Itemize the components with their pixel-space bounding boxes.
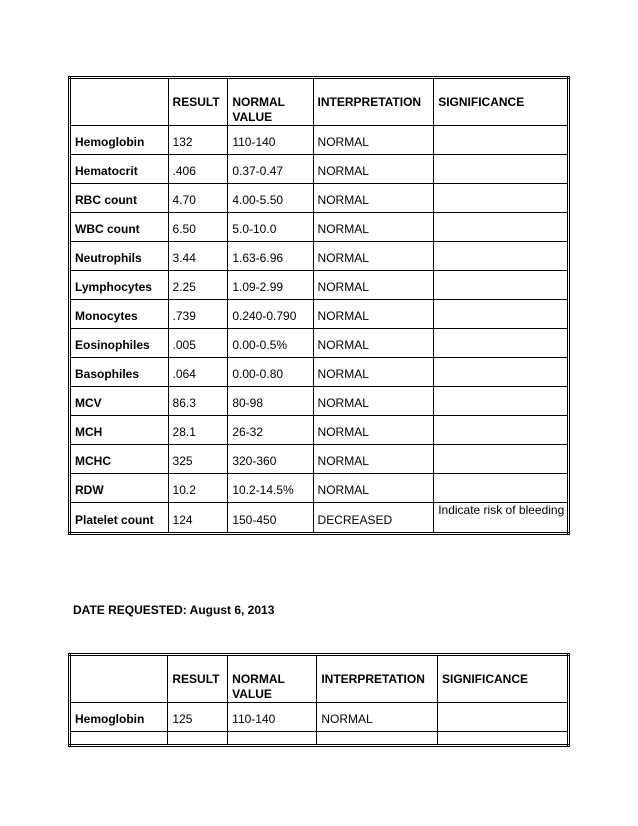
empty-cell [317, 732, 438, 746]
result-value: 124 [168, 503, 228, 534]
test-name: Platelet count [70, 503, 169, 534]
test-name: MCH [70, 416, 169, 445]
test-name: RBC count [70, 184, 169, 213]
significance [434, 155, 569, 184]
result-value: 125 [168, 703, 228, 732]
normal-range: 1.63-6.96 [228, 242, 313, 271]
significance [434, 213, 569, 242]
interpretation: NORMAL [313, 445, 434, 474]
result-value: 132 [168, 126, 228, 155]
empty-cell [70, 732, 168, 746]
result-value: .005 [168, 329, 228, 358]
table-row [70, 184, 569, 213]
interpretation: NORMAL [313, 358, 434, 387]
interpretation: DECREASED [313, 503, 434, 534]
test-name: Eosinophiles [70, 329, 169, 358]
header-cell: NORMAL VALUE [228, 655, 317, 703]
table-row [70, 474, 569, 503]
significance [434, 416, 569, 445]
interpretation: NORMAL [313, 329, 434, 358]
table-row [70, 503, 569, 534]
interpretation: NORMAL [313, 213, 434, 242]
significance [434, 184, 569, 213]
interpretation: NORMAL [313, 126, 434, 155]
result-value: 325 [168, 445, 228, 474]
header-cell: RESULT [168, 78, 228, 126]
test-name: Hemoglobin [70, 703, 168, 732]
result-value: 2.25 [168, 271, 228, 300]
empty-cell [228, 732, 317, 746]
table-row [70, 445, 569, 474]
table-row [70, 732, 569, 746]
test-name: Neutrophils [70, 242, 169, 271]
header-cell: SIGNIFICANCE [434, 78, 569, 126]
table-header-row [70, 655, 569, 703]
interpretation: NORMAL [313, 155, 434, 184]
interpretation: NORMAL [313, 271, 434, 300]
normal-range: 0.37-0.47 [228, 155, 313, 184]
interpretation: NORMAL [313, 184, 434, 213]
header-cell: INTERPRETATION [313, 78, 434, 126]
significance [434, 358, 569, 387]
header-cell: NORMAL VALUE [228, 78, 313, 126]
header-cell: INTERPRETATION [317, 655, 438, 703]
result-value: 86.3 [168, 387, 228, 416]
significance [434, 445, 569, 474]
significance [437, 703, 568, 732]
interpretation: NORMAL [313, 474, 434, 503]
result-value: 4.70 [168, 184, 228, 213]
interpretation: NORMAL [313, 416, 434, 445]
table-row [70, 416, 569, 445]
header-cell [70, 78, 169, 126]
table-row [70, 300, 569, 329]
test-name: Hemoglobin [70, 126, 169, 155]
header-cell: RESULT [168, 655, 228, 703]
result-value: 6.50 [168, 213, 228, 242]
table-row [70, 126, 569, 155]
normal-range: 320-360 [228, 445, 313, 474]
normal-range: 150-450 [228, 503, 313, 534]
normal-range: 5.0-10.0 [228, 213, 313, 242]
interpretation: NORMAL [313, 387, 434, 416]
normal-range: 0.240-0.790 [228, 300, 313, 329]
significance [434, 242, 569, 271]
test-name: WBC count [70, 213, 169, 242]
empty-cell [168, 732, 228, 746]
empty-cell [437, 732, 568, 746]
significance: Indicate risk of bleeding [434, 503, 569, 534]
significance [434, 300, 569, 329]
table-row [70, 155, 569, 184]
interpretation: NORMAL [317, 703, 438, 732]
table-row [70, 387, 569, 416]
test-name: MCHC [70, 445, 169, 474]
normal-range: 4.00-5.50 [228, 184, 313, 213]
header-cell: SIGNIFICANCE [437, 655, 568, 703]
interpretation: NORMAL [313, 300, 434, 329]
normal-range: 0.00-0.80 [228, 358, 313, 387]
normal-range: 80-98 [228, 387, 313, 416]
significance [434, 329, 569, 358]
normal-range: 0.00-0.5% [228, 329, 313, 358]
table-row [70, 271, 569, 300]
header-cell [70, 655, 168, 703]
table-row [70, 242, 569, 271]
lab-results-table [68, 76, 570, 535]
normal-range: 110-140 [228, 703, 317, 732]
normal-range: 1.09-2.99 [228, 271, 313, 300]
result-value: 28.1 [168, 416, 228, 445]
result-value: .406 [168, 155, 228, 184]
test-name: Monocytes [70, 300, 169, 329]
significance [434, 271, 569, 300]
table-row [70, 329, 569, 358]
test-name: Basophiles [70, 358, 169, 387]
test-name: Lymphocytes [70, 271, 169, 300]
table-header-row [70, 78, 569, 126]
result-value: 10.2 [168, 474, 228, 503]
lab-results-table-2 [68, 653, 570, 747]
normal-range: 10.2-14.5% [228, 474, 313, 503]
interpretation: NORMAL [313, 242, 434, 271]
significance [434, 387, 569, 416]
normal-range: 26-32 [228, 416, 313, 445]
result-value: 3.44 [168, 242, 228, 271]
table-row [70, 213, 569, 242]
significance [434, 126, 569, 155]
table-row [70, 358, 569, 387]
test-name: RDW [70, 474, 169, 503]
significance [434, 474, 569, 503]
date-requested: DATE REQUESTED: August 6, 2013 [73, 603, 275, 617]
result-value: .739 [168, 300, 228, 329]
test-name: Hematocrit [70, 155, 169, 184]
test-name: MCV [70, 387, 169, 416]
result-value: .064 [168, 358, 228, 387]
table-row [70, 703, 569, 732]
normal-range: 110-140 [228, 126, 313, 155]
